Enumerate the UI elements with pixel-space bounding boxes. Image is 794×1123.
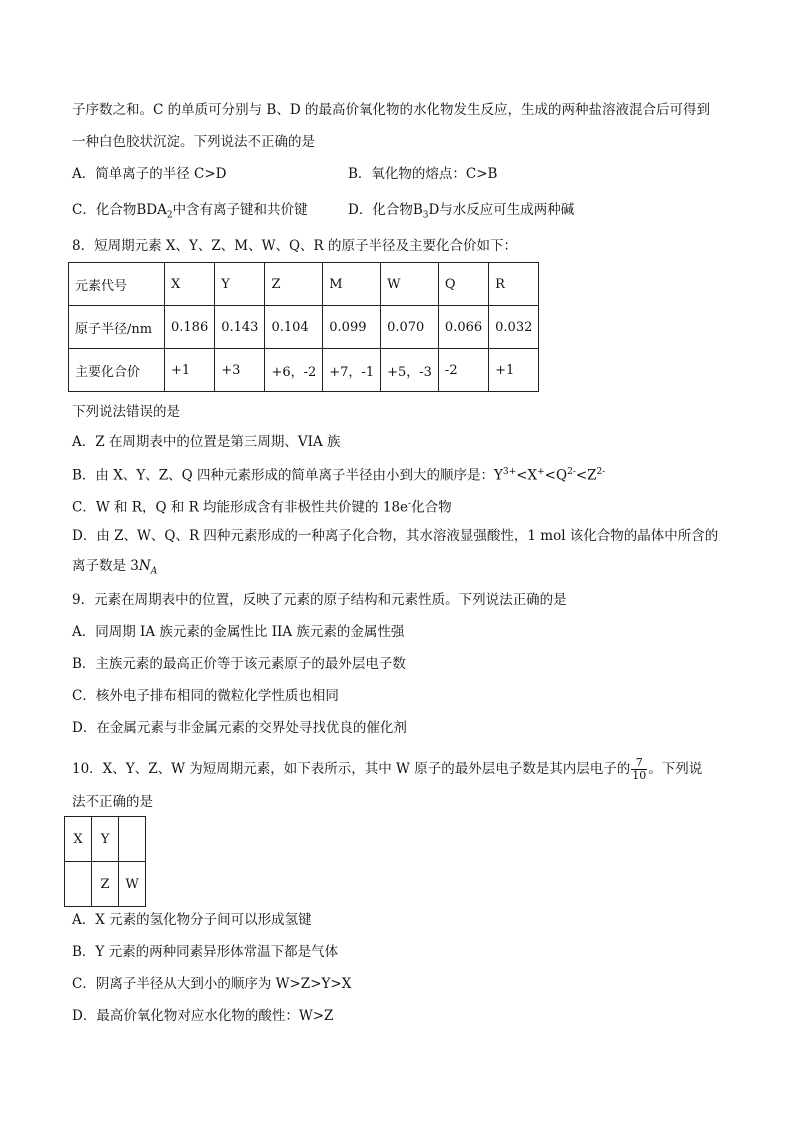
table-cell: +6，-2 — [265, 349, 323, 392]
table-cell: Z — [265, 263, 323, 306]
q7-stem-line2: 一种白色胶状沉淀。下列说法不正确的是 — [72, 134, 315, 150]
table-cell: 0.066 — [438, 306, 488, 349]
table-row — [65, 817, 146, 862]
q10-option-a: A．X 元素的氢化物分子间可以形成氢键 — [72, 912, 312, 928]
q8-option-a: A．Z 在周期表中的位置是第三周期、VIA 族 — [72, 434, 341, 450]
q8-option-c-text-end: 化合物 — [411, 499, 452, 516]
table-cell: 0.186 — [165, 306, 215, 349]
ion-symbol: <Q — [544, 467, 568, 484]
q9-option-d: D．在金属元素与非金属元素的交界处寻找优良的催化剂 — [72, 720, 407, 736]
avogadro-subscript — [151, 567, 158, 577]
q10-stem-line1 — [72, 756, 702, 782]
q7-option-c-text: C．化合物BDA — [72, 202, 167, 218]
table-cell: Q — [438, 263, 488, 306]
table-cell: 元素代号 — [69, 263, 165, 306]
q9-option-c: C．核外电子排布相同的微粒化学性质也相同 — [72, 688, 339, 704]
ion-symbol: Y — [493, 467, 503, 484]
table-cell: +3 — [215, 349, 265, 392]
table-cell: W — [119, 862, 146, 907]
q9-stem: 9．元素在周期表中的位置，反映了元素的原子结构和元素性质。下列说法正确的是 — [72, 592, 567, 608]
q10-option-c: C．阴离子半径从大到小的顺序为 W>Z>Y>X — [72, 976, 352, 992]
q9-option-a: A．同周期 IA 族元素的金属性比 IIA 族元素的金属性强 — [72, 624, 405, 640]
avogadro-subscript-letter: A — [150, 566, 158, 577]
table-cell: +1 — [489, 349, 539, 392]
q8-stem: 8．短周期元素 X、Y、Z、M、W、Q、R 的原子半径及主要化合价如下： — [72, 238, 518, 254]
q8-option-b-text: B．由 X、Y、Z、Q 四种元素形成的简单离子半径由小到大的顺序是： — [72, 467, 494, 484]
q10-periodic-table — [64, 816, 146, 907]
ion-charge: + — [537, 467, 545, 477]
q7-option-c-text-end: 中含有离子键和共价键 — [172, 202, 308, 218]
q8-option-d-text: 离子数是 3 — [72, 558, 139, 574]
table-cell: 原子半径/nm — [69, 306, 165, 349]
table-row — [69, 263, 539, 306]
q7-option-d-text: D．化合物B — [348, 202, 423, 218]
table-cell: 0.099 — [323, 306, 381, 349]
table-row — [69, 349, 539, 392]
table-row — [69, 306, 539, 349]
q7-option-d — [348, 200, 574, 226]
q10-option-d: D．最高价氧化物对应水化物的酸性：W>Z — [72, 1008, 334, 1024]
fraction-denominator: 10 — [632, 769, 647, 782]
q8-option-d-line2 — [72, 556, 157, 582]
q8-option-c-superscript: - — [408, 499, 412, 509]
table-cell: 0.070 — [381, 306, 439, 349]
table-cell — [65, 862, 92, 907]
table-cell: +5，-3 — [381, 349, 439, 392]
table-cell: 0.032 — [489, 306, 539, 349]
q10-stem-text: 10．X、Y、Z、W 为短周期元素，如下表所示，其中 W 原子的最外层电子数是其内层电子的 — [72, 761, 631, 777]
fraction-numerator: 7 — [631, 757, 647, 770]
table-cell — [119, 817, 146, 862]
table-cell: 主要化合价 — [69, 349, 165, 392]
q8-option-d-line1: D．由 Z、W、Q、R 四种元素形成的一种离子化合物，其水溶液显强酸性，1 mol 该化合物的晶体中所含的 — [72, 528, 719, 544]
table-cell: X — [165, 263, 215, 306]
table-cell: 0.104 — [265, 306, 323, 349]
q8-element-table — [68, 262, 539, 392]
fraction — [631, 757, 647, 782]
q8-prompt: 下列说法错误的是 — [72, 404, 180, 420]
avogadro-symbol: N — [138, 558, 151, 574]
ion-charge: 2- — [567, 467, 576, 477]
table-cell: R — [489, 263, 539, 306]
q7-option-d-text-end: D与水反应可生成两种碱 — [428, 202, 575, 218]
ion-charge: 2- — [596, 467, 606, 477]
q8-option-c-text: C．W 和 R，Q 和 R 均能形成含有非极性共价键的 18e — [72, 499, 409, 516]
q7-option-b: B．氧化物的熔点：C>B — [348, 166, 498, 182]
q10-stem-line2: 法不正确的是 — [72, 794, 153, 810]
table-cell: -2 — [438, 349, 488, 392]
ion-symbol: <Z — [575, 467, 597, 484]
table-cell: W — [381, 263, 439, 306]
table-cell: +7，-1 — [323, 349, 381, 392]
q8-option-b — [72, 462, 605, 486]
q7-stem-line1: 子序数之和。C 的单质可分别与 B、D 的最高价氧化物的水化物发生反应，生成的两种盐溶液混合后可得到 — [72, 102, 710, 118]
q10-stem-text-end: 。下列说 — [648, 761, 703, 777]
table-cell: Y — [92, 817, 119, 862]
ion-symbol: <X — [516, 467, 538, 484]
q7-option-a: A．简单离子的半径 C>D — [72, 166, 227, 182]
q9-option-b: B．主族元素的最高正价等于该元素原子的最外层电子数 — [72, 656, 406, 672]
q7-option-d-subscript: 3 — [422, 210, 429, 221]
table-cell: 0.143 — [215, 306, 265, 349]
q7-option-c — [72, 200, 308, 226]
table-cell: X — [65, 817, 92, 862]
ion-charge: 3+ — [502, 467, 517, 477]
table-cell: +1 — [165, 349, 215, 392]
q10-option-b: B．Y 元素的两种同素异形体常温下都是气体 — [72, 944, 339, 960]
q8-option-c — [72, 494, 452, 518]
table-cell: M — [323, 263, 381, 306]
table-cell: Z — [92, 862, 119, 907]
q7-option-c-subscript: 2 — [166, 210, 173, 221]
table-cell: Y — [215, 263, 265, 306]
table-row — [65, 862, 146, 907]
